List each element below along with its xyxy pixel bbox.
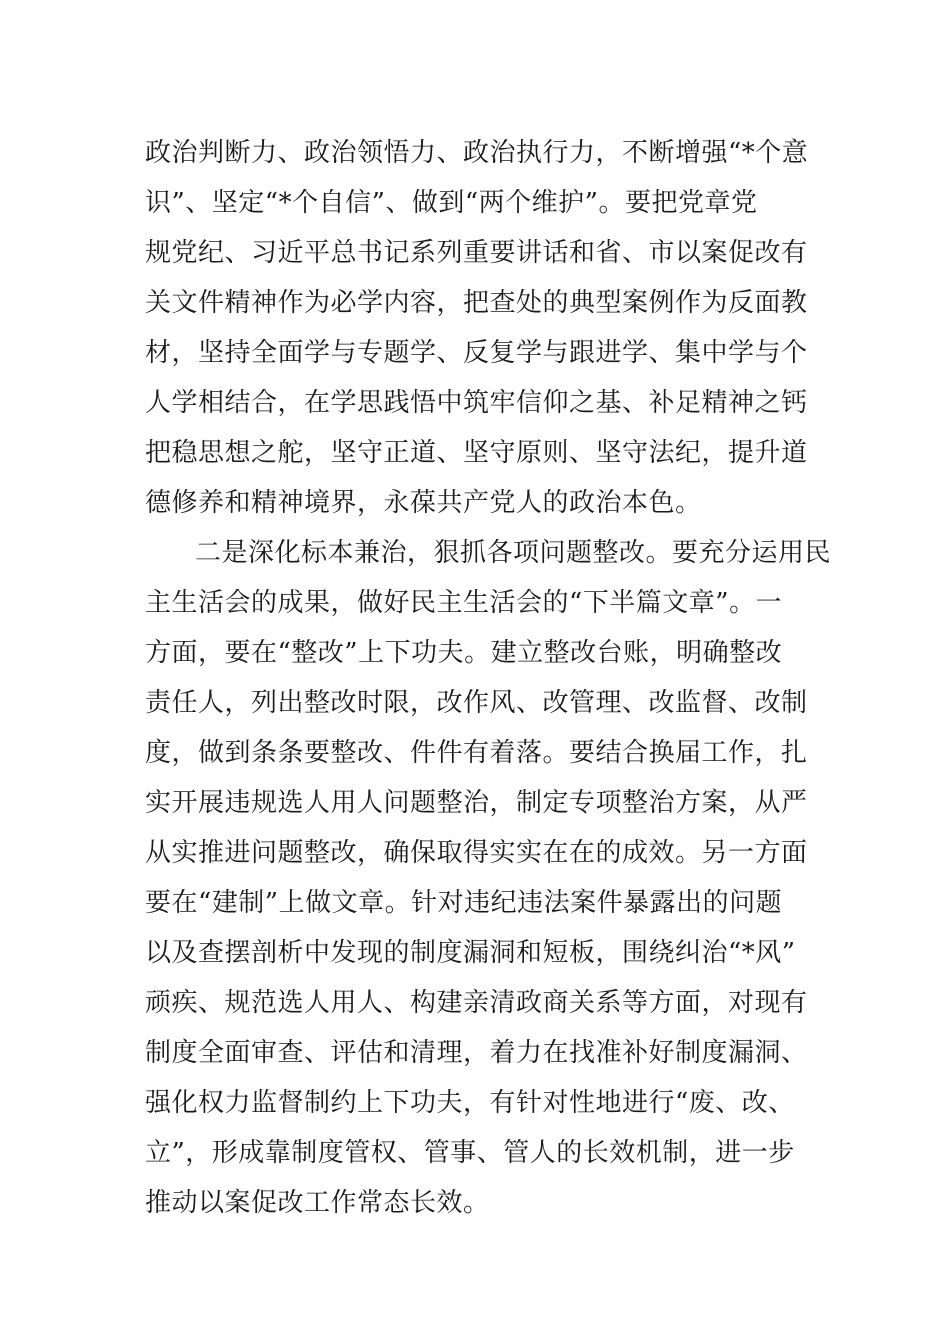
- paragraph-2: [145, 528, 832, 1228]
- text-line: 材，坚持全面学与专题学、反复学与跟进学、集中学与个: [145, 338, 808, 368]
- text-line: 实开展违规选人用人问题整治，制定专项整治方案，从严: [145, 788, 808, 818]
- text-line: 度，做到条条要整改、件件有着落。要结合换届工作，扎: [145, 738, 808, 768]
- text-line: 人学相结合，在学思践悟中筑牢信仰之基、补足精神之钙: [145, 388, 808, 418]
- text-line: 从实推进问题整改，确保取得实实在在的成效。另一方面: [145, 838, 808, 868]
- text-line-first-indented: 二是深化标本兼治，狠抓各项问题整改。要充分运用民: [195, 538, 832, 568]
- text-line: 把稳思想之舵，坚守正道、坚守原则、坚守法纪，提升道: [145, 438, 808, 468]
- text-line: 责任人，列出整改时限，改作风、改管理、改监督、改制: [145, 688, 808, 718]
- text-line: 政治判断力、政治领悟力、政治执行力，不断增强“*个意: [145, 138, 809, 168]
- text-line: 推动以案促改工作常态长效。: [145, 1188, 490, 1218]
- text-line: 方面，要在“整改”上下功夫。建立整改台账，明确整改: [145, 638, 783, 668]
- text-line: 识”、坚定“*个自信”、做到“两个维护”。要把党章党: [145, 188, 758, 218]
- text-line: 立”，形成靠制度管权、管事、管人的长效机制，进一步: [145, 1138, 795, 1168]
- text-line: 关文件精神作为必学内容，把查处的典型案例作为反面教: [145, 288, 808, 318]
- text-line: 以及查摆剖析中发现的制度漏洞和短板，围绕纠治“*风”: [145, 938, 796, 968]
- document-body: [145, 128, 832, 1228]
- paragraph-1: [145, 128, 815, 528]
- text-line: 要在“建制”上做文章。针对违纪违法案件暴露出的问题: [145, 888, 783, 918]
- text-line: 制度全面审查、评估和清理，着力在找准补好制度漏洞、: [145, 1038, 808, 1068]
- text-line: 规党纪、习近平总书记系列重要讲话和省、市以案促改有: [145, 238, 808, 268]
- text-line: 强化权力监督制约上下功夫，有针对性地进行“废、改、: [145, 1088, 795, 1118]
- text-line: 德修养和精神境界，永葆共产党人的政治本色。: [145, 488, 702, 518]
- text-line: 主生活会的成果，做好民主生活会的“下半篇文章”。一: [145, 588, 783, 618]
- text-line: 顽疾、规范选人用人、构建亲清政商关系等方面，对现有: [145, 988, 808, 1018]
